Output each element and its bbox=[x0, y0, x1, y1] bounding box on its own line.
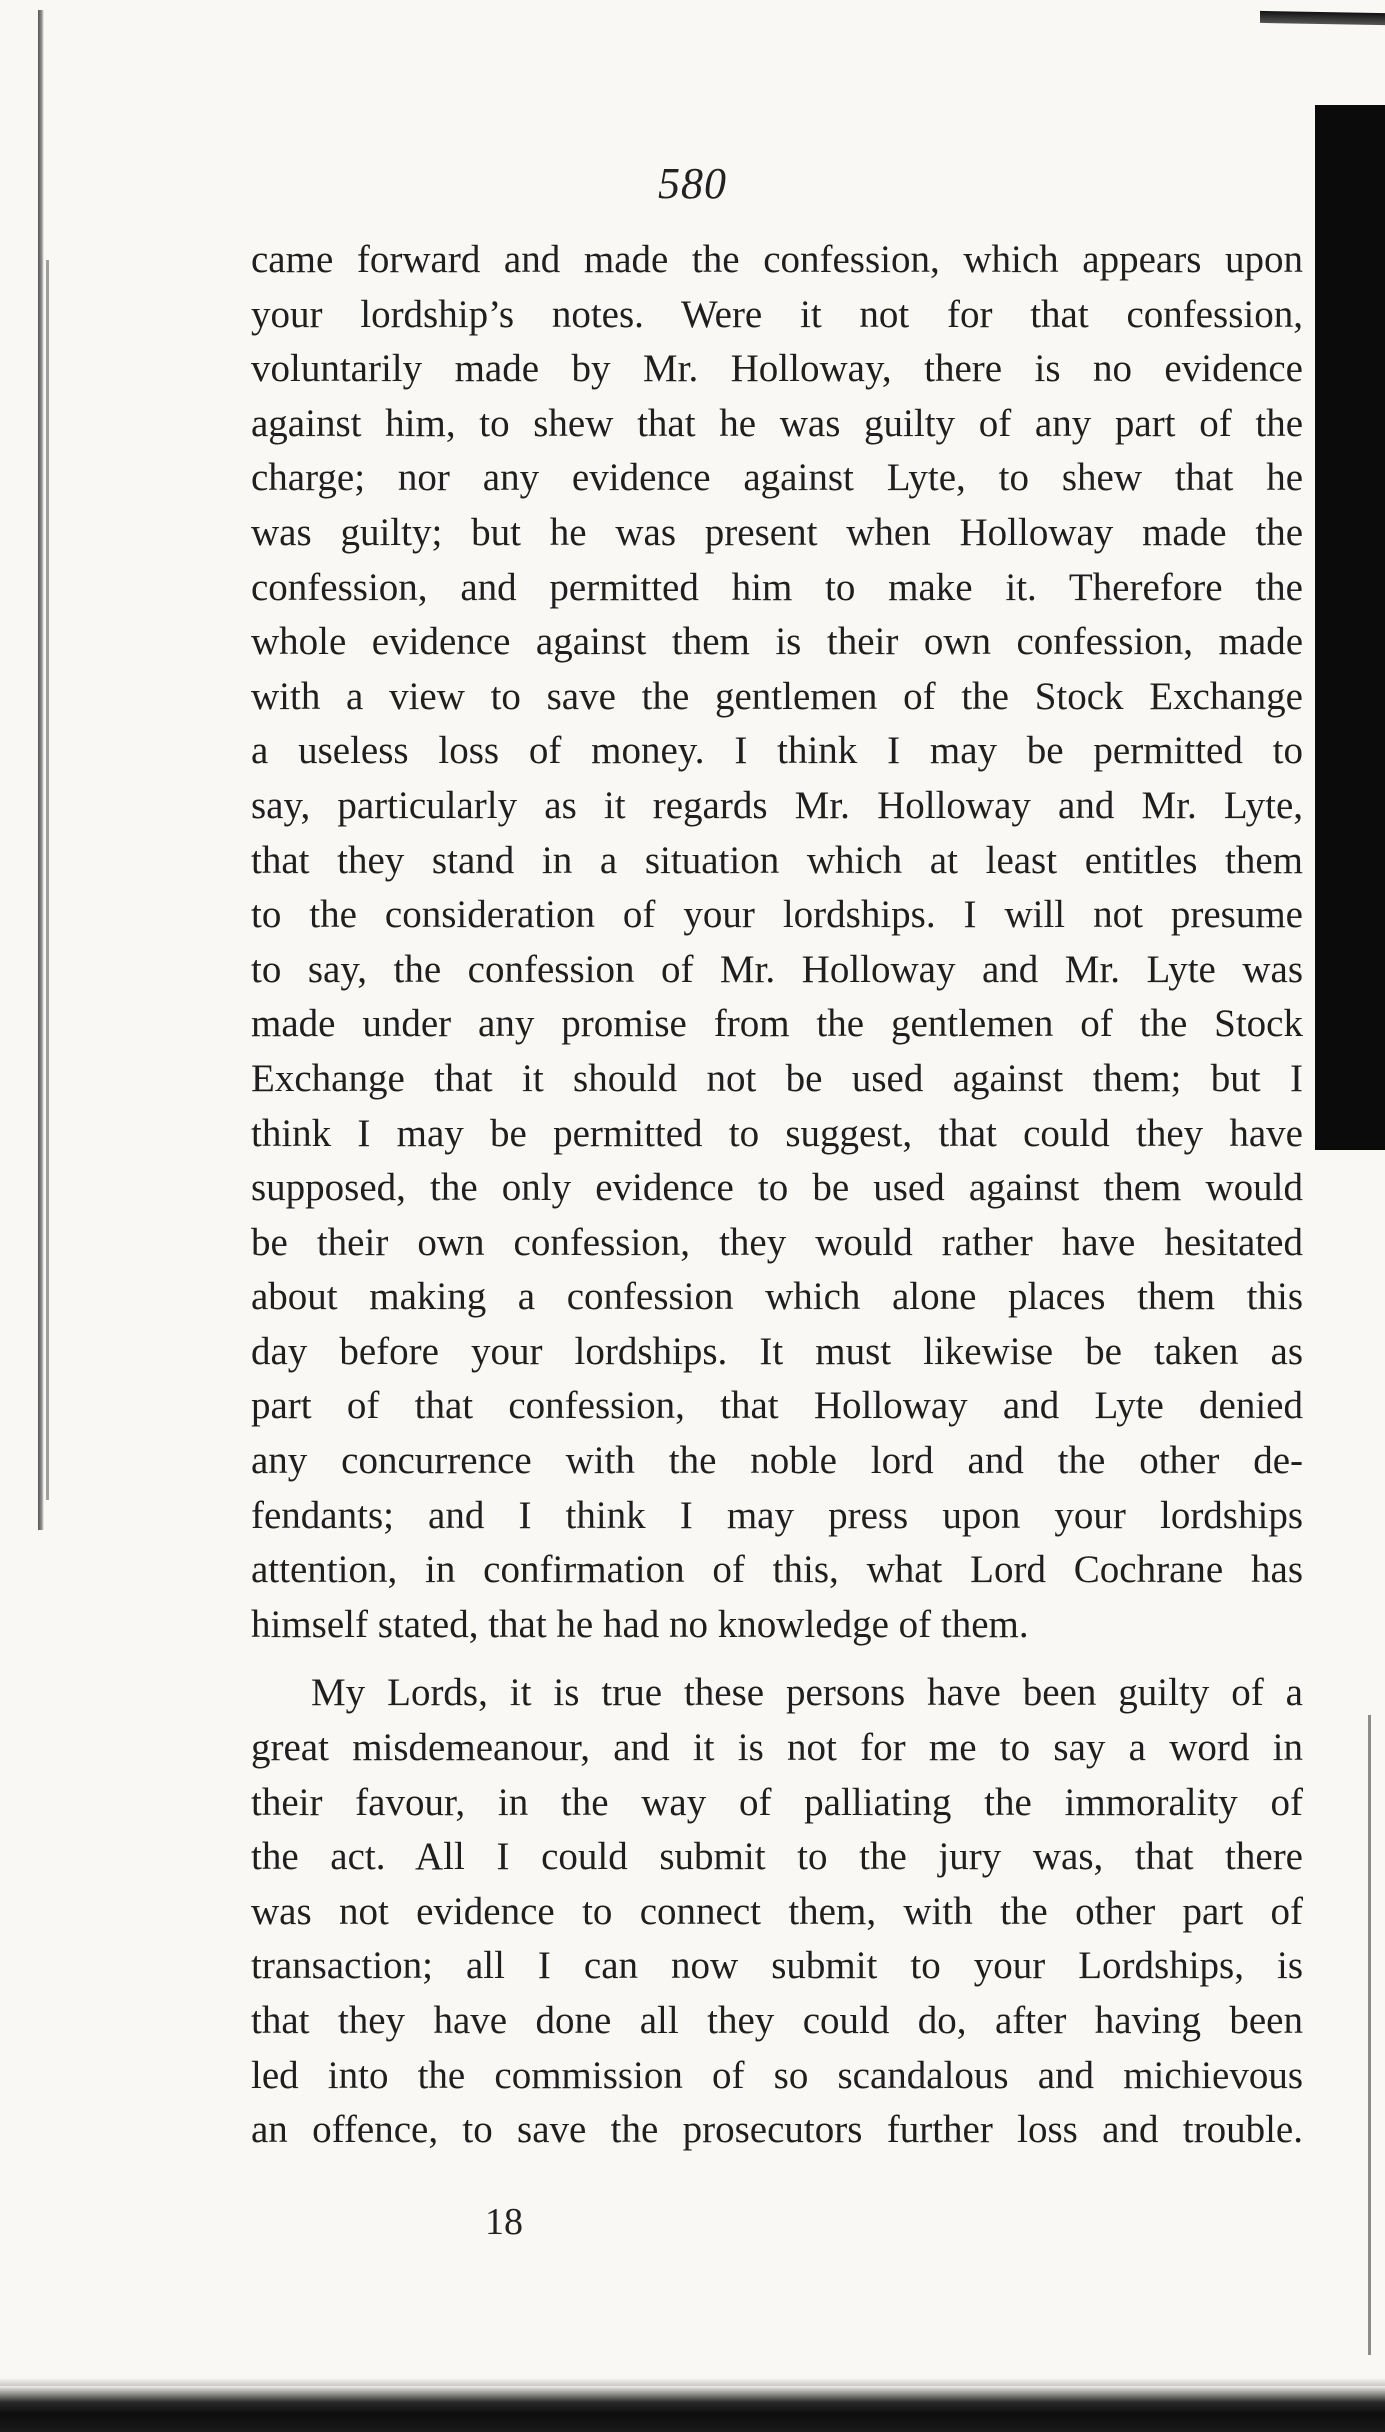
text-line: about making a confession which alone places them this bbox=[251, 1275, 1303, 1319]
text-line: was guilty; but he was present when Holloway made the bbox=[251, 510, 1303, 554]
text-line: supposed, the only evidence to be used against them would bbox=[251, 1166, 1303, 1210]
binding-shadow-inner bbox=[46, 260, 49, 1500]
facing-page-edge bbox=[1315, 105, 1385, 1150]
text-line: think I may be permitted to suggest, that could they have bbox=[251, 1111, 1303, 1155]
text-line: came forward and made the confession, which appears upon bbox=[251, 238, 1303, 281]
text-line: that they have done all they could do, after having been bbox=[251, 1999, 1303, 2042]
page-number: 580 bbox=[658, 159, 727, 208]
text-line: confession, and permitted him to make it. Therefore the bbox=[251, 565, 1303, 609]
text-line: was not evidence to connect them, with the other part of bbox=[251, 1889, 1303, 1933]
text-line: an offence, to save the prosecutors further loss and trouble. bbox=[251, 2108, 1303, 2152]
text-line: attention, in confirmation of this, what Lord Cochrane has bbox=[251, 1548, 1303, 1592]
page-edge-right-lower bbox=[1368, 1715, 1371, 2355]
text-line: your lordship’s notes. Were it not for that confession, bbox=[251, 292, 1303, 336]
text-line: a useless loss of money. I think I may be permitted to bbox=[251, 729, 1303, 773]
text-line: with a view to save the gentlemen of the Stock Exchange bbox=[251, 674, 1303, 718]
text-line: himself stated, that he had no knowledge of them. bbox=[251, 1602, 1029, 1646]
text-line: My Lords, it is true these persons have been guilty of a bbox=[311, 1671, 1303, 1715]
text-line: charge; nor any evidence against Lyte, to shew that he bbox=[251, 456, 1303, 500]
text-line: that they stand in a situation which at least entitles them bbox=[251, 838, 1303, 882]
text-line: made under any promise from the gentlemen of the Stock bbox=[251, 1002, 1303, 1046]
text-line: against him, to shew that he was guilty of any part of the bbox=[251, 401, 1303, 445]
paragraph-gap bbox=[251, 1652, 1303, 1666]
text-line: to say, the confession of Mr. Holloway and Mr. Lyte was bbox=[251, 947, 1303, 991]
text-line: say, particularly as it regards Mr. Holloway and Mr. Lyte, bbox=[251, 783, 1303, 827]
text-line: their favour, in the way of palliating the immorality of bbox=[251, 1780, 1303, 1824]
text-line: be their own confession, they would rather have hesitated bbox=[251, 1220, 1303, 1264]
binding-shadow bbox=[38, 10, 44, 1530]
paragraph bbox=[251, 1666, 1303, 2157]
text-line: to the consideration of your lordships. I will not presume bbox=[251, 893, 1303, 937]
text-line: any concurrence with the noble lord and the other de- bbox=[251, 1439, 1303, 1483]
paragraph bbox=[251, 233, 1303, 1652]
text-line: fendants; and I think I may press upon your lordships bbox=[251, 1493, 1303, 1537]
body-text bbox=[251, 233, 1303, 2158]
text-line: transaction; all I can now submit to your Lordships, is bbox=[251, 1944, 1303, 1988]
page-edge-bottom bbox=[0, 2386, 1385, 2432]
text-line: led into the commission of so scandalous and michievous bbox=[251, 2053, 1303, 2097]
signature-mark: 18 bbox=[485, 2201, 523, 2243]
page-edge-top-right bbox=[1260, 11, 1385, 25]
text-line: Exchange that it should not be used against them; but I bbox=[251, 1056, 1303, 1100]
text-line: part of that confession, that Holloway and Lyte denied bbox=[251, 1384, 1303, 1428]
text-line: whole evidence against them is their own confession, made bbox=[251, 620, 1303, 664]
text-line: voluntarily made by Mr. Holloway, there is no evidence bbox=[251, 347, 1303, 391]
text-line: day before your lordships. It must likewise be taken as bbox=[251, 1329, 1303, 1373]
text-line: great misdemeanour, and it is not for me to say a word in bbox=[251, 1726, 1303, 1770]
text-line: the act. All I could submit to the jury was, that there bbox=[251, 1835, 1303, 1879]
